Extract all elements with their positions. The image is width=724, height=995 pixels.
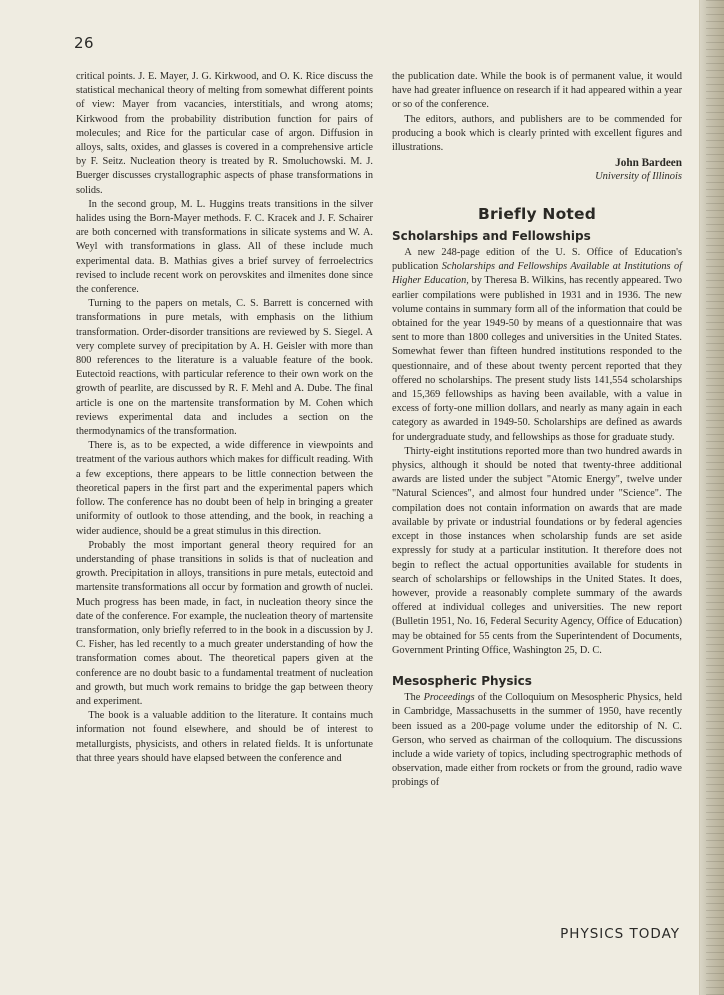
reviewer-affiliation: University of Illinois: [595, 171, 682, 183]
publication-title: Scholarships and Fellowships Available at Institutions of Higher Education,: [392, 261, 682, 287]
page-edge: [699, 0, 724, 995]
right-column: [392, 70, 682, 791]
section-title: Briefly Noted: [477, 204, 597, 223]
scholarships-paragraph: [392, 246, 682, 445]
publication-title: Proceedings: [423, 692, 475, 704]
subsection-heading-mesospheric: Mesospheric Physics: [392, 673, 532, 688]
text-run: by Theresa B. Wilkins, has recently appeared. Two earlier compilations were published in 1931 and in 1936. The new volume contains in summary form all of the information that could be obtained for the year 1949-50 by means of a questionnaire that was sent to more than 1800 colleges and universities in the United States. Somewhat fewer than fifteen hundred institutions responded to the questionnaire, and of these about twenty percent reported that they offered no scholarships. The present study lists 141,554 scholarships and 15,369 fellowships as having been available, with a value in excess of forty-one million dollars, and nearly as many again in each category as awarded in 1949-50. Scholarships are defined as awards for undergraduate study, and fellowships as those for graduate study.: [392, 275, 682, 443]
review-paragraph: The editors, authors, and publishers are to be commended for producing a book which is clearly printed with excellent figures and illustrations.: [392, 113, 682, 154]
left-column: [76, 70, 373, 766]
mesospheric-paragraph: [392, 691, 682, 790]
reviewer-name: John Bardeen: [615, 157, 682, 170]
left-paragraph: critical points. J. E. Mayer, J. G. Kirkwood, and O. K. Rice discuss the statistical mechanical theory of melting from somewhat different points of view: Mayer from vacancies, interstitials, and wrong atoms; Kirkwood from the probability distribution function for pairs of molecules; and Rice for the particular case of argon. Diffusion in alloys, salts, oxides, and glasses is covered in a comprehensive article by F. Seitz. Nucleation theory is treated by R. Smoluchowski. M. J. Buerger discusses crystallographic aspects of phase transformations in solids.: [76, 71, 373, 196]
journal-footer: PHYSICS TODAY: [560, 926, 680, 942]
left-paragraph: The book is a valuable addition to the literature. It contains much information not found elsewhere, and should be of interest to metallurgists, physicists, and others in related fields. It is unfortunate that three years should have elapsed between the conference and: [76, 710, 373, 764]
left-paragraph: Probably the most important general theory required for an understanding of phase transitions in solids is that of nucleation and growth. Precipitation in alloys, transitions in pure metals, eutectoid and martensite transformations all occur by formation and growth of nuclei. Much progress has been made, in fact, in nucleation theory since the date of the conference. For example, the nucleation theory of martensite transformation, only briefly referred to in the book in a discussion by J. C. Fisher, has led recently to a much greater understanding of how the transformation comes about. The theoretical papers given at the conference are no doubt basic to a fundamental treatment of nucleation and growth, but much work remains to bridge the gap between theory and experiment.: [76, 539, 373, 707]
page-number: 26: [74, 34, 95, 52]
text-run: A new 248-page edition of the U. S. Office of Education's publication: [392, 247, 682, 273]
review-paragraph: the publication date. While the book is of permanent value, it would have had greater influence on research if it had appeared within a year or so of the conference.: [392, 71, 682, 111]
left-paragraph: There is, as to be expected, a wide difference in viewpoints and treatment of the various authors which makes for difficult reading. With a few exceptions, there appears to be little connection between the theoretical papers in the first part and the experimental papers which follow. The conference has no doubt been of help in bringing a greater uniformity of outlook to those attending, and the book, in reaching a wider audience, should be a great stimulus in this direction.: [76, 440, 373, 537]
subsection-heading-scholarships: Scholarships and Fellowships: [392, 228, 591, 243]
left-paragraph: Turning to the papers on metals, C. S. Barrett is concerned with transformations in pure metals, with emphasis on the lithium transformation. Order-disorder transitions are reviewed by S. Siegel. A very complete survey of precipitation by A. H. Geisler with more than 800 references to the literature is a valuable feature of the book. Eutectoid reactions, with particular reference to their own work on the growth of pearlite, are discussed by R. F. Mehl and A. Dube. The final article is one on the martensite transformation by M. Cohen which reviews experimental data and includes a section on the thermodynamics of the transformation.: [76, 298, 373, 438]
scholarships-paragraph: Thirty-eight institutions reported more than two hundred awards in physics, although it should be noted that twenty-three additional awards are listed under the subject "Atomic Energy", twelve under "Natural Sciences", and almost four hundred under "Science". The compilation does not contain information on awards that are made available by private or industrial foundations or by federal agencies except in those instances when scholarship funds are set aside expressly for study at a particular institution. It therefore does not begin to reflect the actual opportunities available for students in search of scholarships or fellowships in the United States. It does, however, provide a reasonably complete summary of the awards offered at individual colleges and universities. The new report (Bulletin 1951, No. 16, Federal Security Agency, Office of Education) may be obtained for 55 cents from the Superintendent of Documents, Government Printing Office, Washington 25, D. C.: [392, 445, 682, 656]
text-run: of the Colloquium on Mesospheric Physics, held in Cambridge, Massachusetts in the summer of 1950, have recently been issued as a 200-page volume under the editorship of N. C. Gerson, who served as chairman of the colloquium. The discussions include a wide variety of topics, including spectrographic methods of observation, made either from rockets or from the ground, radio wave probings of: [392, 692, 682, 789]
text-run: The: [404, 692, 424, 704]
left-paragraph: In the second group, M. L. Huggins treats transitions in the silver halides using the Born-Mayer methods. F. C. Kracek and J. F. Schairer are both concerned with transformations in silicate systems and W. A. Weyl with transformations in glass. All of these include much experimental data. B. Mathias gives a brief survey of ferroelectrics revised to include recent work on perovskites and ilmenites done since the conference.: [76, 198, 373, 296]
